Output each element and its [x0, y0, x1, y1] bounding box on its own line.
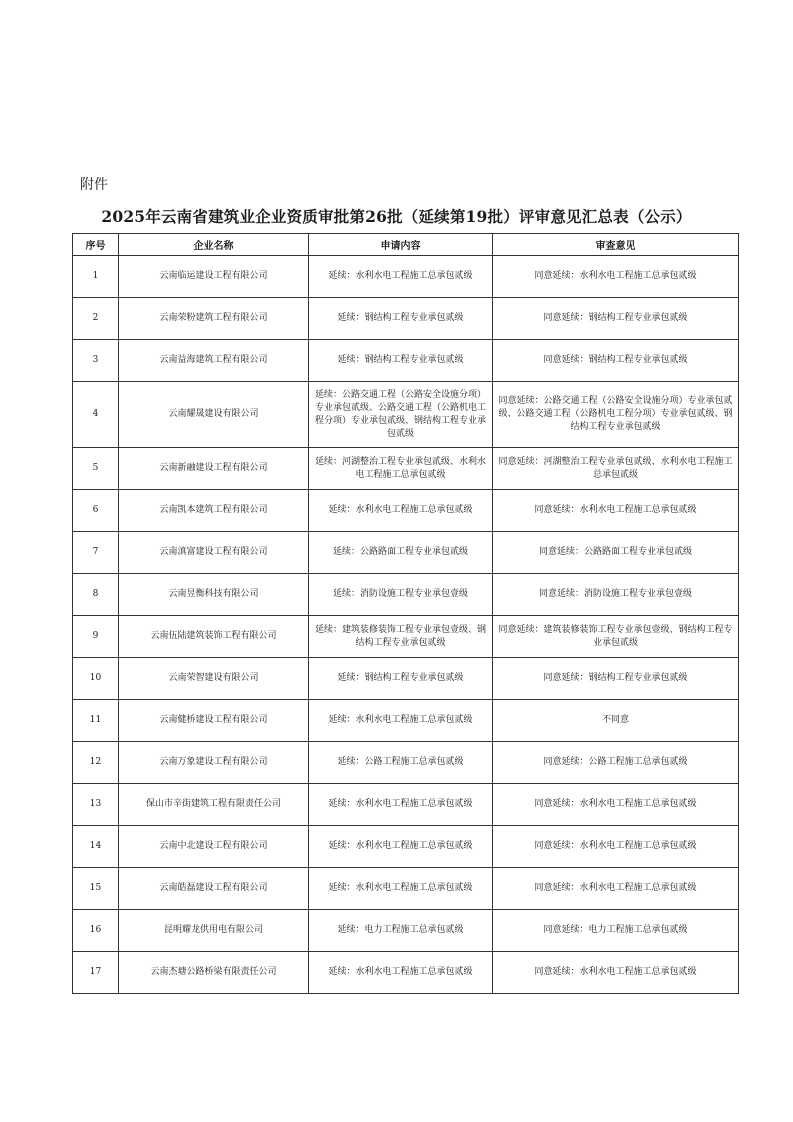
review-summary-table [72, 233, 739, 994]
cell-application-content: 延续：建筑装修装饰工程专业承包壹级、钢结构工程专业承包贰级 [309, 616, 493, 658]
cell-review-opinion: 同意延续：建筑装修装饰工程专业承包壹级、钢结构工程专业承包贰级 [493, 616, 739, 658]
cell-application-content: 延续：钢结构工程专业承包贰级 [309, 658, 493, 700]
table-row [73, 784, 739, 826]
cell-review-opinion: 同意延续：电力工程施工总承包贰级 [493, 910, 739, 952]
cell-review-opinion: 同意延续：河湖整治工程专业承包贰级、水利水电工程施工总承包贰级 [493, 448, 739, 490]
header-serial-number: 序号 [73, 234, 119, 256]
cell-company-name: 云南荣粉建筑工程有限公司 [119, 298, 309, 340]
attachment-label: 附件 [80, 177, 108, 193]
table-row [73, 532, 739, 574]
table-row [73, 256, 739, 298]
cell-review-opinion: 同意延续：钢结构工程专业承包贰级 [493, 298, 739, 340]
cell-review-opinion: 同意延续：钢结构工程专业承包贰级 [493, 340, 739, 382]
document-title: 2025年云南省建筑业企业资质审批第26批（延续第19批）评审意见汇总表（公示） [101, 207, 692, 226]
cell-serial-number: 7 [73, 532, 119, 574]
cell-application-content: 延续：河湖整治工程专业承包贰级、水利水电工程施工总承包贰级 [309, 448, 493, 490]
cell-serial-number: 12 [73, 742, 119, 784]
cell-company-name: 云南临运建设工程有限公司 [119, 256, 309, 298]
header-company-name: 企业名称 [119, 234, 309, 256]
table-row [73, 382, 739, 448]
cell-serial-number: 1 [73, 256, 119, 298]
cell-application-content: 延续：水利水电工程施工总承包贰级 [309, 256, 493, 298]
table-row [73, 298, 739, 340]
table-row [73, 952, 739, 994]
table-row [73, 826, 739, 868]
cell-review-opinion: 同意延续：水利水电工程施工总承包贰级 [493, 868, 739, 910]
cell-serial-number: 13 [73, 784, 119, 826]
cell-serial-number: 5 [73, 448, 119, 490]
table-row [73, 742, 739, 784]
table-row [73, 490, 739, 532]
cell-application-content: 延续：公路交通工程（公路安全设施分项）专业承包贰级、公路交通工程（公路机电工程分项）专业承包贰级、钢结构工程专业承包贰级 [309, 382, 493, 448]
cell-company-name: 云南新融建设工程有限公司 [119, 448, 309, 490]
cell-company-name: 云南益海建筑工程有限公司 [119, 340, 309, 382]
cell-company-name: 云南健桥建设工程有限公司 [119, 700, 309, 742]
table-header-row [73, 234, 739, 256]
header-review-opinion: 审查意见 [493, 234, 739, 256]
cell-company-name: 昆明耀龙供用电有限公司 [119, 910, 309, 952]
cell-company-name: 云南万象建设工程有限公司 [119, 742, 309, 784]
cell-serial-number: 8 [73, 574, 119, 616]
cell-review-opinion: 同意延续：公路交通工程（公路安全设施分项）专业承包贰级、公路交通工程（公路机电工程分项）专业承包贰级、钢结构工程专业承包贰级 [493, 382, 739, 448]
cell-review-opinion: 同意延续：钢结构工程专业承包贰级 [493, 658, 739, 700]
cell-company-name: 云南皓磊建设工程有限公司 [119, 868, 309, 910]
cell-application-content: 延续：水利水电工程施工总承包贰级 [309, 784, 493, 826]
cell-serial-number: 10 [73, 658, 119, 700]
cell-serial-number: 9 [73, 616, 119, 658]
table-row [73, 910, 739, 952]
cell-application-content: 延续：水利水电工程施工总承包贰级 [309, 826, 493, 868]
cell-company-name: 云南昱衡科技有限公司 [119, 574, 309, 616]
cell-company-name: 云南杰塘公路桥梁有限责任公司 [119, 952, 309, 994]
cell-review-opinion: 同意延续：水利水电工程施工总承包贰级 [493, 490, 739, 532]
table-row [73, 340, 739, 382]
table-row [73, 658, 739, 700]
cell-application-content: 延续：水利水电工程施工总承包贰级 [309, 868, 493, 910]
cell-company-name: 云南中北建设工程有限公司 [119, 826, 309, 868]
cell-review-opinion: 同意延续：消防设施工程专业承包壹级 [493, 574, 739, 616]
cell-serial-number: 11 [73, 700, 119, 742]
cell-application-content: 延续：钢结构工程专业承包贰级 [309, 340, 493, 382]
cell-application-content: 延续：公路路面工程专业承包贰级 [309, 532, 493, 574]
cell-company-name: 云南滇富建设工程有限公司 [119, 532, 309, 574]
cell-application-content: 延续：钢结构工程专业承包贰级 [309, 298, 493, 340]
cell-serial-number: 4 [73, 382, 119, 448]
cell-company-name: 保山市辛街建筑工程有限责任公司 [119, 784, 309, 826]
cell-application-content: 延续：电力工程施工总承包贰级 [309, 910, 493, 952]
cell-application-content: 延续：消防设施工程专业承包壹级 [309, 574, 493, 616]
cell-application-content: 延续：水利水电工程施工总承包贰级 [309, 952, 493, 994]
cell-review-opinion: 不同意 [493, 700, 739, 742]
table-row [73, 616, 739, 658]
table-row [73, 448, 739, 490]
cell-serial-number: 17 [73, 952, 119, 994]
table-row [73, 574, 739, 616]
cell-serial-number: 2 [73, 298, 119, 340]
cell-serial-number: 16 [73, 910, 119, 952]
cell-serial-number: 6 [73, 490, 119, 532]
table-row [73, 700, 739, 742]
cell-serial-number: 14 [73, 826, 119, 868]
table-row [73, 868, 739, 910]
cell-review-opinion: 同意延续：水利水电工程施工总承包贰级 [493, 952, 739, 994]
cell-company-name: 云南伍陆建筑装饰工程有限公司 [119, 616, 309, 658]
cell-company-name: 云南耀晟建设有限公司 [119, 382, 309, 448]
cell-company-name: 云南荣智建设有限公司 [119, 658, 309, 700]
cell-application-content: 延续：公路工程施工总承包贰级 [309, 742, 493, 784]
cell-review-opinion: 同意延续：公路路面工程专业承包贰级 [493, 532, 739, 574]
cell-application-content: 延续：水利水电工程施工总承包贰级 [309, 700, 493, 742]
cell-review-opinion: 同意延续：水利水电工程施工总承包贰级 [493, 256, 739, 298]
cell-application-content: 延续：水利水电工程施工总承包贰级 [309, 490, 493, 532]
cell-review-opinion: 同意延续：水利水电工程施工总承包贰级 [493, 826, 739, 868]
cell-review-opinion: 同意延续：公路工程施工总承包贰级 [493, 742, 739, 784]
cell-company-name: 云南凯本建筑工程有限公司 [119, 490, 309, 532]
cell-review-opinion: 同意延续：水利水电工程施工总承包贰级 [493, 784, 739, 826]
cell-serial-number: 3 [73, 340, 119, 382]
header-application-content: 申请内容 [309, 234, 493, 256]
cell-serial-number: 15 [73, 868, 119, 910]
